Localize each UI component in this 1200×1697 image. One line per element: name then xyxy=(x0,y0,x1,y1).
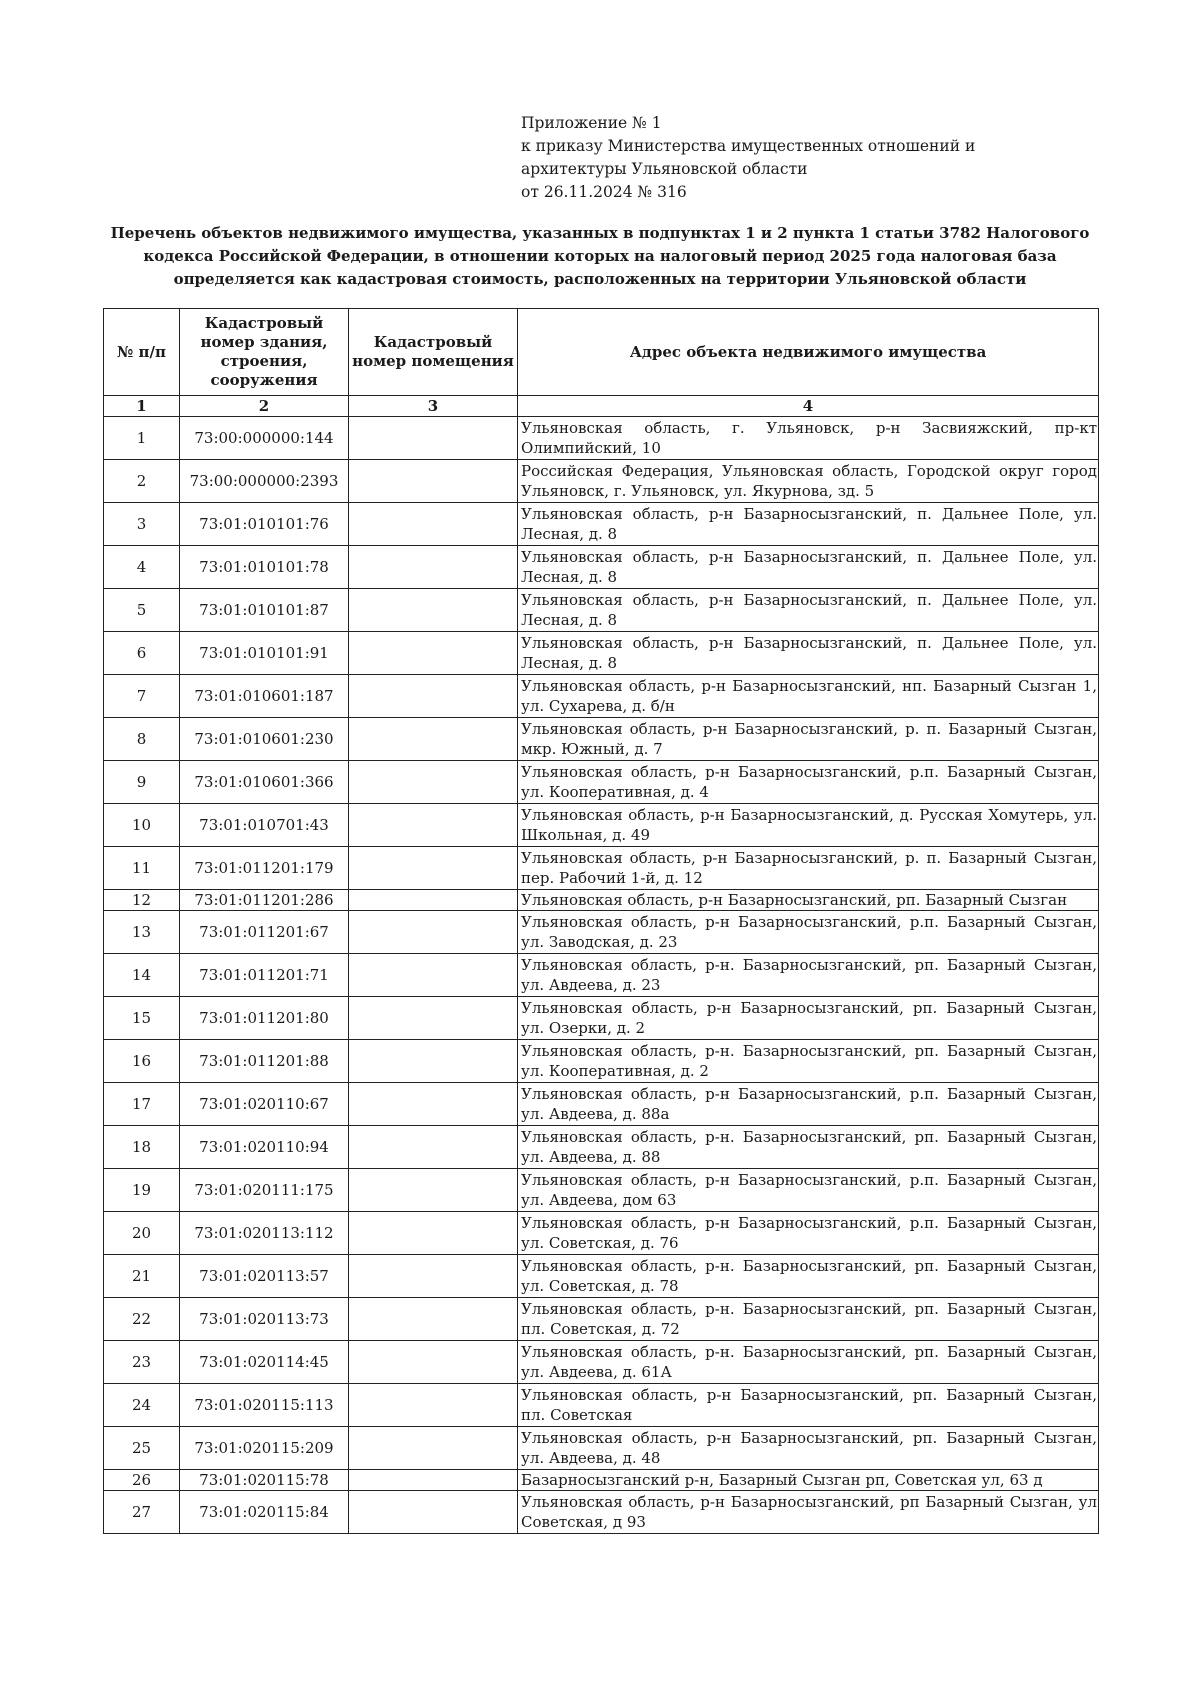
property-address: Ульяновская область, р-н Базарносызганский, п. Дальнее Поле, ул. Лесная, д. 8 xyxy=(518,589,1099,632)
premises-cadastral-number xyxy=(349,804,518,847)
property-address: Ульяновская область, р-н Базарносызганский, нп. Базарный Сызган 1, ул. Сухарева, д. б/н xyxy=(518,675,1099,718)
property-address: Ульяновская область, р-н. Базарносызганский, рп. Базарный Сызган, ул. Советская, д. 78 xyxy=(518,1255,1099,1298)
property-address: Российская Федерация, Ульяновская область, Городской округ город Ульяновск, г. Ульяновск, ул. Якурнова, зд. 5 xyxy=(518,460,1099,503)
building-cadastral-number: 73:01:010101:87 xyxy=(180,589,349,632)
row-number: 8 xyxy=(104,718,180,761)
premises-cadastral-number xyxy=(349,675,518,718)
table-row xyxy=(104,997,1099,1040)
building-cadastral-number: 73:01:011201:80 xyxy=(180,997,349,1040)
appendix-line: Приложение № 1 xyxy=(521,114,662,132)
premises-cadastral-number xyxy=(349,954,518,997)
row-number: 4 xyxy=(104,546,180,589)
property-address: Ульяновская область, р-н. Базарносызганский, рп. Базарный Сызган, ул. Авдеева, д. 88 xyxy=(518,1126,1099,1169)
premises-cadastral-number xyxy=(349,1169,518,1212)
building-cadastral-number: 73:01:020115:78 xyxy=(180,1470,349,1491)
property-address: Ульяновская область, р-н Базарносызганский, п. Дальнее Поле, ул. Лесная, д. 8 xyxy=(518,546,1099,589)
building-cadastral-number: 73:01:010601:187 xyxy=(180,675,349,718)
row-number: 18 xyxy=(104,1126,180,1169)
premises-cadastral-number xyxy=(349,718,518,761)
premises-cadastral-number xyxy=(349,632,518,675)
table-row xyxy=(104,417,1099,460)
header-building-cadastral: Кадастровый номер здания, строения, сооружения xyxy=(180,309,349,396)
property-address: Ульяновская область, р-н Базарносызганский, рп. Базарный Сызган, ул. Озерки, д. 2 xyxy=(518,997,1099,1040)
building-cadastral-number: 73:01:010601:366 xyxy=(180,761,349,804)
row-number: 25 xyxy=(104,1427,180,1470)
table-body xyxy=(104,417,1099,1534)
row-number: 26 xyxy=(104,1470,180,1491)
premises-cadastral-number xyxy=(349,761,518,804)
premises-cadastral-number xyxy=(349,1384,518,1427)
premises-cadastral-number xyxy=(349,1341,518,1384)
building-cadastral-number: 73:01:020113:57 xyxy=(180,1255,349,1298)
building-cadastral-number: 73:01:020115:84 xyxy=(180,1491,349,1534)
appendix-line: архитектуры Ульяновской области xyxy=(521,160,808,178)
row-number: 7 xyxy=(104,675,180,718)
premises-cadastral-number xyxy=(349,1083,518,1126)
table-row xyxy=(104,890,1099,911)
building-cadastral-number: 73:01:010101:91 xyxy=(180,632,349,675)
column-number: 3 xyxy=(349,396,518,417)
table-row xyxy=(104,546,1099,589)
premises-cadastral-number xyxy=(349,890,518,911)
table-header-row xyxy=(104,309,1099,396)
row-number: 23 xyxy=(104,1341,180,1384)
building-cadastral-number: 73:01:011201:88 xyxy=(180,1040,349,1083)
premises-cadastral-number xyxy=(349,1212,518,1255)
property-address: Ульяновская область, р-н Базарносызганский, рп. Базарный Сызган, ул. Авдеева, д. 48 xyxy=(518,1427,1099,1470)
document-title: Перечень объектов недвижимого имущества, указанных в подпунктах 1 и 2 пункта 1 статьи 3782 Налогового кодекса Российской Федерации, в отношении которых на налоговый период 2025 года налоговая база определяется как кадастровая стоимость, расположенных на территории Ульяновской области xyxy=(110,224,1090,288)
premises-cadastral-number xyxy=(349,1126,518,1169)
table-row xyxy=(104,1212,1099,1255)
table-row xyxy=(104,503,1099,546)
building-cadastral-number: 73:01:010101:78 xyxy=(180,546,349,589)
property-address: Ульяновская область, р-н Базарносызганский, р. п. Базарный Сызган, пер. Рабочий 1-й, д. 12 xyxy=(518,847,1099,890)
building-cadastral-number: 73:01:020115:209 xyxy=(180,1427,349,1470)
row-number: 2 xyxy=(104,460,180,503)
building-cadastral-number: 73:01:020115:113 xyxy=(180,1384,349,1427)
building-cadastral-number: 73:01:020113:73 xyxy=(180,1298,349,1341)
header-num: № п/п xyxy=(104,309,180,396)
row-number: 19 xyxy=(104,1169,180,1212)
table-row xyxy=(104,1255,1099,1298)
table-row xyxy=(104,1491,1099,1534)
building-cadastral-number: 73:01:011201:67 xyxy=(180,911,349,954)
premises-cadastral-number xyxy=(349,847,518,890)
premises-cadastral-number xyxy=(349,546,518,589)
premises-cadastral-number xyxy=(349,589,518,632)
table-row xyxy=(104,460,1099,503)
table-row xyxy=(104,1040,1099,1083)
table-row xyxy=(104,1427,1099,1470)
table-row xyxy=(104,632,1099,675)
table-row xyxy=(104,1126,1099,1169)
row-number: 12 xyxy=(104,890,180,911)
premises-cadastral-number xyxy=(349,997,518,1040)
row-number: 6 xyxy=(104,632,180,675)
property-address: Ульяновская область, г. Ульяновск, р-н Засвияжский, пр-кт Олимпийский, 10 xyxy=(518,417,1099,460)
appendix-block xyxy=(521,112,1081,204)
property-address: Ульяновская область, р-н Базарносызганский, п. Дальнее Поле, ул. Лесная, д. 8 xyxy=(518,503,1099,546)
header-address: Адрес объекта недвижимого имущества xyxy=(518,309,1099,396)
row-number: 24 xyxy=(104,1384,180,1427)
table-row xyxy=(104,1341,1099,1384)
appendix-line: от 26.11.2024 № 316 xyxy=(521,183,687,201)
property-address: Базарносызганский р-н, Базарный Сызган рп, Советская ул, 63 д xyxy=(518,1470,1099,1491)
property-address: Ульяновская область, р-н Базарносызганский, р.п. Базарный Сызган, ул. Кооперативная, д. 4 xyxy=(518,761,1099,804)
premises-cadastral-number xyxy=(349,1040,518,1083)
table-row xyxy=(104,675,1099,718)
building-cadastral-number: 73:01:020113:112 xyxy=(180,1212,349,1255)
property-address: Ульяновская область, р-н. Базарносызганский, рп. Базарный Сызган, пл. Советская, д. 72 xyxy=(518,1298,1099,1341)
property-address: Ульяновская область, р-н Базарносызганский, рп. Базарный Сызган, пл. Советская xyxy=(518,1384,1099,1427)
row-number: 13 xyxy=(104,911,180,954)
row-number: 16 xyxy=(104,1040,180,1083)
table-row xyxy=(104,1384,1099,1427)
column-number: 2 xyxy=(180,396,349,417)
table-row xyxy=(104,718,1099,761)
property-address: Ульяновская область, р-н Базарносызганский, д. Русская Хомутерь, ул. Школьная, д. 49 xyxy=(518,804,1099,847)
property-address: Ульяновская область, р-н Базарносызганский, рп Базарный Сызган, ул Советская, д 93 xyxy=(518,1491,1099,1534)
property-address: Ульяновская область, р-н Базарносызганский, п. Дальнее Поле, ул. Лесная, д. 8 xyxy=(518,632,1099,675)
row-number: 15 xyxy=(104,997,180,1040)
property-table xyxy=(103,308,1099,1534)
table-row xyxy=(104,1083,1099,1126)
premises-cadastral-number xyxy=(349,1491,518,1534)
building-cadastral-number: 73:00:000000:144 xyxy=(180,417,349,460)
building-cadastral-number: 73:01:011201:179 xyxy=(180,847,349,890)
building-cadastral-number: 73:01:020110:94 xyxy=(180,1126,349,1169)
premises-cadastral-number xyxy=(349,1427,518,1470)
row-number: 5 xyxy=(104,589,180,632)
row-number: 21 xyxy=(104,1255,180,1298)
premises-cadastral-number xyxy=(349,460,518,503)
header-premises-cadastral: Кадастровый номер помещения xyxy=(349,309,518,396)
row-number: 14 xyxy=(104,954,180,997)
property-address: Ульяновская область, р-н. Базарносызганский, рп. Базарный Сызган, ул. Авдеева, д. 61А xyxy=(518,1341,1099,1384)
premises-cadastral-number xyxy=(349,1470,518,1491)
building-cadastral-number: 73:01:010701:43 xyxy=(180,804,349,847)
property-address: Ульяновская область, р-н Базарносызганский, рп. Базарный Сызган xyxy=(518,890,1099,911)
building-cadastral-number: 73:01:020114:45 xyxy=(180,1341,349,1384)
property-address: Ульяновская область, р-н Базарносызганский, р.п. Базарный Сызган, ул. Авдеева, д. 88а xyxy=(518,1083,1099,1126)
premises-cadastral-number xyxy=(349,1255,518,1298)
row-number: 11 xyxy=(104,847,180,890)
table-row xyxy=(104,911,1099,954)
row-number: 10 xyxy=(104,804,180,847)
premises-cadastral-number xyxy=(349,503,518,546)
property-address: Ульяновская область, р-н. Базарносызганский, рп. Базарный Сызган, ул. Авдеева, д. 23 xyxy=(518,954,1099,997)
building-cadastral-number: 73:01:020111:175 xyxy=(180,1169,349,1212)
property-address: Ульяновская область, р-н Базарносызганский, р.п. Базарный Сызган, ул. Советская, д. 76 xyxy=(518,1212,1099,1255)
building-cadastral-number: 73:01:011201:286 xyxy=(180,890,349,911)
row-number: 20 xyxy=(104,1212,180,1255)
building-cadastral-number: 73:01:010101:76 xyxy=(180,503,349,546)
column-numbers-row xyxy=(104,396,1099,417)
building-cadastral-number: 73:01:020110:67 xyxy=(180,1083,349,1126)
column-number: 1 xyxy=(104,396,180,417)
table-row xyxy=(104,1298,1099,1341)
building-cadastral-number: 73:00:000000:2393 xyxy=(180,460,349,503)
building-cadastral-number: 73:01:011201:71 xyxy=(180,954,349,997)
premises-cadastral-number xyxy=(349,417,518,460)
property-address: Ульяновская область, р-н. Базарносызганский, рп. Базарный Сызган, ул. Кооперативная, д. 2 xyxy=(518,1040,1099,1083)
column-number: 4 xyxy=(518,396,1099,417)
table-row xyxy=(104,1470,1099,1491)
property-address: Ульяновская область, р-н Базарносызганский, р.п. Базарный Сызган, ул. Авдеева, дом 63 xyxy=(518,1169,1099,1212)
row-number: 9 xyxy=(104,761,180,804)
table-row xyxy=(104,589,1099,632)
table-row xyxy=(104,954,1099,997)
table-row xyxy=(104,804,1099,847)
row-number: 17 xyxy=(104,1083,180,1126)
building-cadastral-number: 73:01:010601:230 xyxy=(180,718,349,761)
property-address: Ульяновская область, р-н Базарносызганский, р. п. Базарный Сызган, мкр. Южный, д. 7 xyxy=(518,718,1099,761)
premises-cadastral-number xyxy=(349,911,518,954)
row-number: 22 xyxy=(104,1298,180,1341)
table-row xyxy=(104,761,1099,804)
premises-cadastral-number xyxy=(349,1298,518,1341)
property-address: Ульяновская область, р-н Базарносызганский, р.п. Базарный Сызган, ул. Заводская, д. 23 xyxy=(518,911,1099,954)
appendix-line: к приказу Министерства имущественных отношений и xyxy=(521,137,976,155)
row-number: 3 xyxy=(104,503,180,546)
row-number: 27 xyxy=(104,1491,180,1534)
table-row xyxy=(104,1169,1099,1212)
row-number: 1 xyxy=(104,417,180,460)
table-row xyxy=(104,847,1099,890)
